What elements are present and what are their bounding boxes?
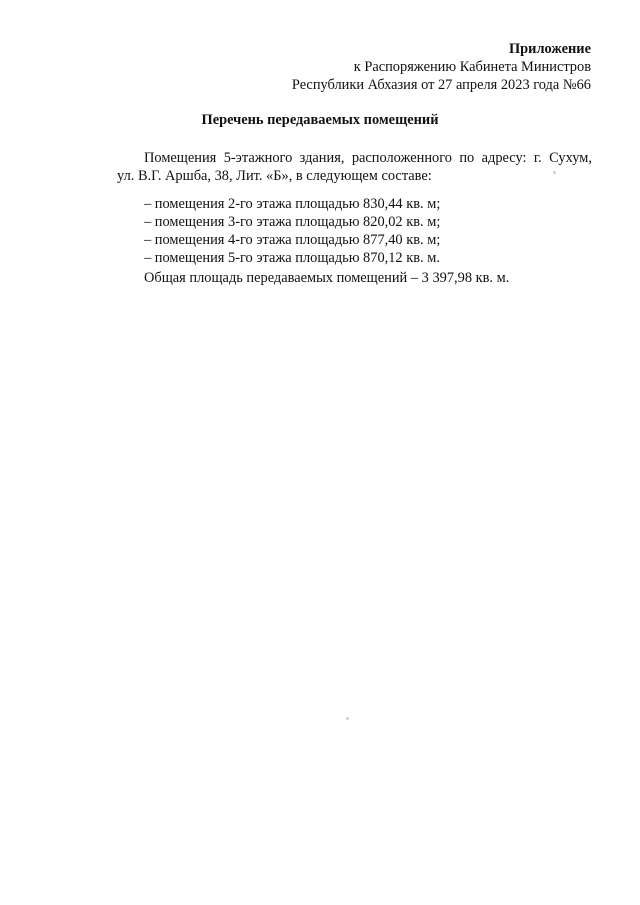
intro-word: Помещения bbox=[144, 150, 217, 166]
intro-word: адресу: bbox=[481, 150, 527, 166]
intro-paragraph bbox=[117, 149, 592, 185]
appendix-header bbox=[292, 40, 591, 94]
intro-word: г. bbox=[533, 150, 542, 166]
list-item: – помещения 5-го этажа площадью 870,12 кв. м. bbox=[144, 250, 440, 266]
premises-list bbox=[144, 195, 440, 267]
list-item: – помещения 3-го этажа площадью 820,02 кв. м; bbox=[144, 214, 441, 230]
intro-word: Сухум, bbox=[549, 150, 592, 166]
intro-word: здания, bbox=[299, 150, 345, 166]
intro-word: расположенного bbox=[351, 150, 452, 166]
list-item: – помещения 4-го этажа площадью 877,40 кв. м; bbox=[144, 232, 441, 248]
list-item: – помещения 2-го этажа площадью 830,44 кв. м; bbox=[144, 196, 441, 212]
intro-word: 5-этажного bbox=[223, 150, 293, 166]
appendix-order-date: Республики Абхазия от 27 апреля 2023 года №66 bbox=[291, 77, 591, 93]
intro-line-1 bbox=[117, 149, 592, 167]
scan-speck bbox=[346, 717, 349, 720]
intro-line-2: ул. В.Г. Аршба, 38, Лит. «Б», в следующем составе: bbox=[117, 168, 432, 184]
scan-speck bbox=[553, 171, 556, 174]
intro-word: по bbox=[459, 150, 475, 166]
appendix-order-reference: к Распоряжению Кабинета Министров bbox=[353, 59, 591, 75]
document-title: Перечень передаваемых помещений bbox=[201, 112, 439, 128]
total-area: Общая площадь передаваемых помещений – 3 397,98 кв. м. bbox=[144, 270, 510, 286]
appendix-label: Приложение bbox=[508, 41, 591, 57]
